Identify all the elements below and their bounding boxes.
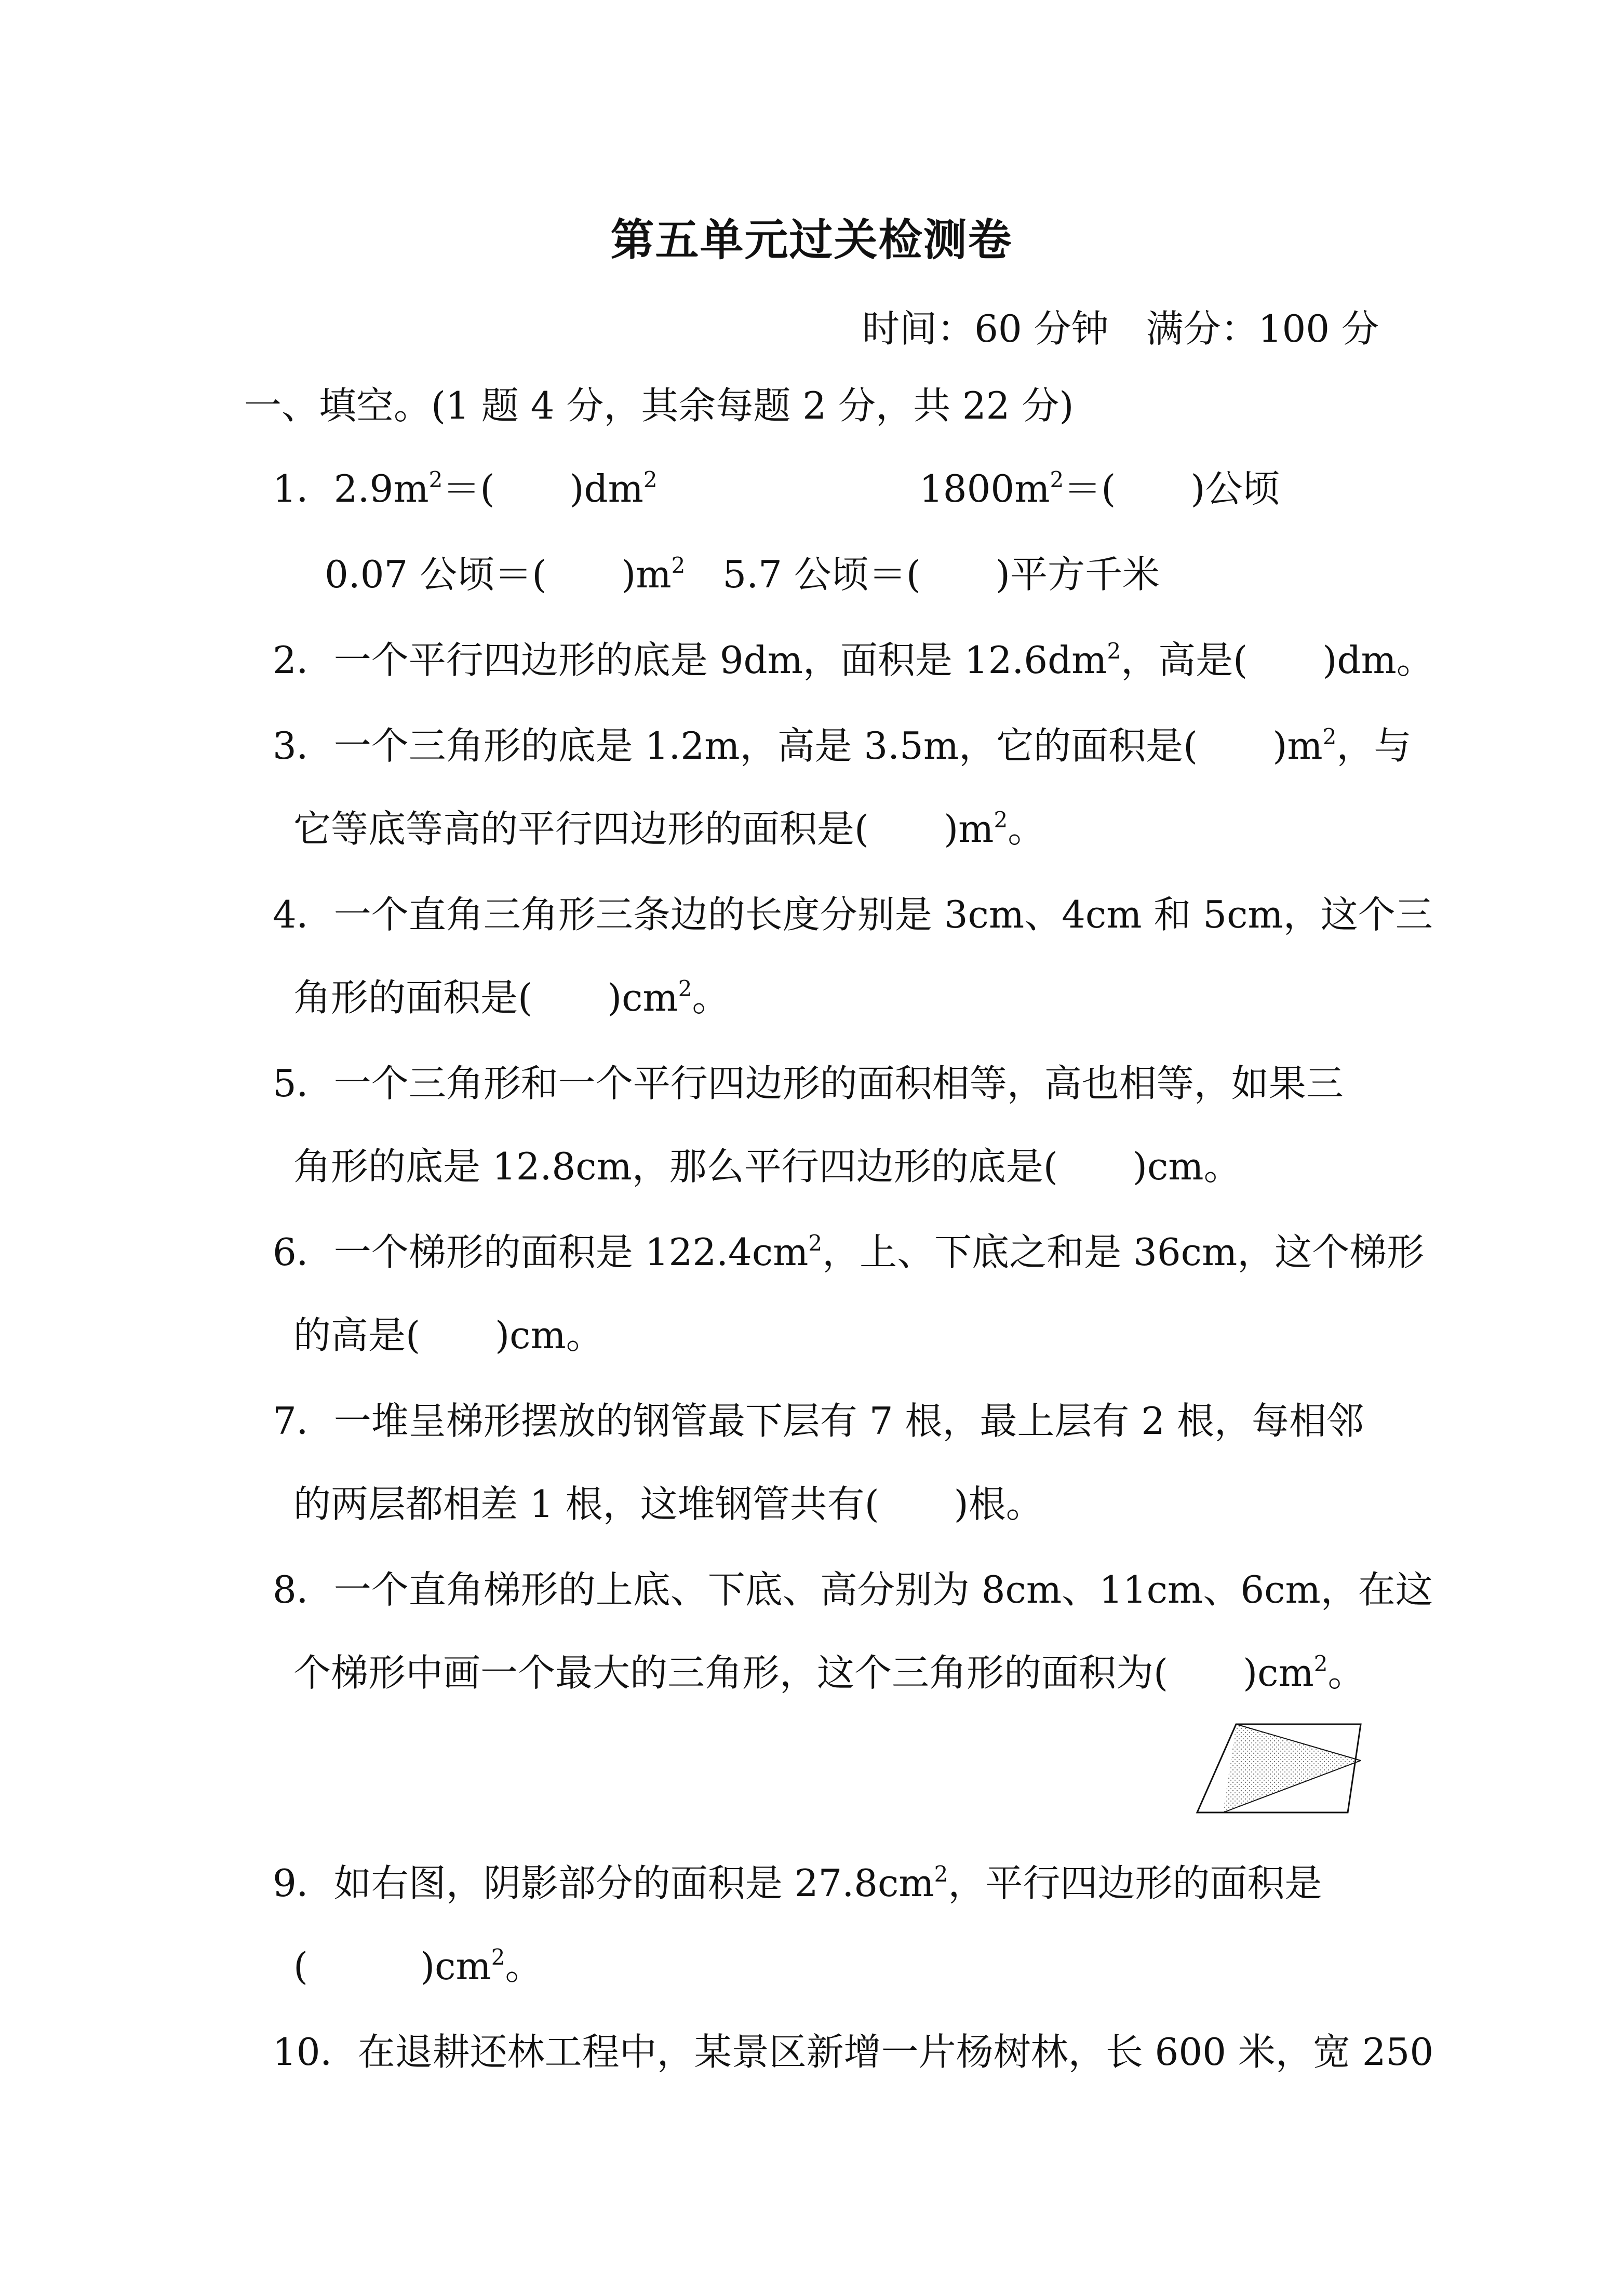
- page-title: 第五单元过关检测卷: [610, 214, 1013, 265]
- question-10-line1: 10．在退耕还林工程中，某景区新增一片杨树林，长 600 米，宽 250: [273, 2030, 1434, 2074]
- question-5-line1: 5．一个三角形和一个平行四边形的面积相等，高也相等，如果三: [273, 1062, 1344, 1105]
- question-8-line2: 个梯形中画一个最大的三角形，这个三角形的面积为( )$cm^2$。: [293, 1651, 1365, 1695]
- question-9-line2: ( )$cm^2$。: [293, 1944, 543, 1988]
- question-3-line1: 3．一个三角形的底是 1.2m，高是 3.5m，它的面积是( )$m^2$，与: [273, 724, 1412, 768]
- score-value: 100 分: [1258, 307, 1379, 351]
- parallelogram-figure: [1195, 1719, 1381, 1823]
- question-1b: $1800m^2=$( )公顷: [919, 467, 1280, 511]
- question-5-line2: 角形的底是 12.8cm，那么平行四边形的底是( )cm。: [293, 1145, 1241, 1188]
- time-label: 时间：: [862, 307, 975, 351]
- question-9-line1: 9．如右图，阴影部分的面积是 $27.8cm^2$，平行四边形的面积是: [273, 1861, 1322, 1905]
- score-label: 满分：: [1146, 307, 1258, 351]
- exam-meta: [862, 299, 1379, 353]
- question-1c: 0.07 公顷＝( )$m^2$ 5.7 公顷＝( )平方千米: [325, 553, 1160, 596]
- question-6-line2: 的高是( )cm。: [293, 1313, 603, 1357]
- question-2: 2．一个平行四边形的底是 9dm，面积是 $12.6dm^2$，高是( )dm。: [273, 638, 1434, 682]
- section-heading: 一、填空。(1 题 4 分，其余每题 2 分，共 22 分): [244, 384, 1074, 427]
- question-7-line1: 7．一堆呈梯形摆放的钢管最下层有 7 根，最上层有 2 根，每相邻: [273, 1399, 1364, 1443]
- question-4-line1: 4．一个直角三角形三条边的长度分别是 3cm、4cm 和 5cm，这个三: [273, 893, 1433, 936]
- question-7-line2: 的两层都相差 1 根，这堆钢管共有( )根。: [293, 1482, 1043, 1526]
- time-value: 60 分钟: [974, 307, 1109, 351]
- question-1a: 1．$2.9m^2=$( )$dm^2$: [273, 467, 658, 511]
- question-4-line2: 角形的面积是( )$cm^2$。: [293, 976, 730, 1019]
- question-6-line1: 6．一个梯形的面积是 $122.4cm^2$，上、下底之和是 36cm，这个梯形: [273, 1230, 1425, 1274]
- question-3-line2: 它等底等高的平行四边形的面积是( )$m^2$。: [293, 807, 1045, 851]
- question-8-line1: 8．一个直角梯形的上底、下底、高分别为 8cm、11cm、6cm，在这: [273, 1568, 1433, 1612]
